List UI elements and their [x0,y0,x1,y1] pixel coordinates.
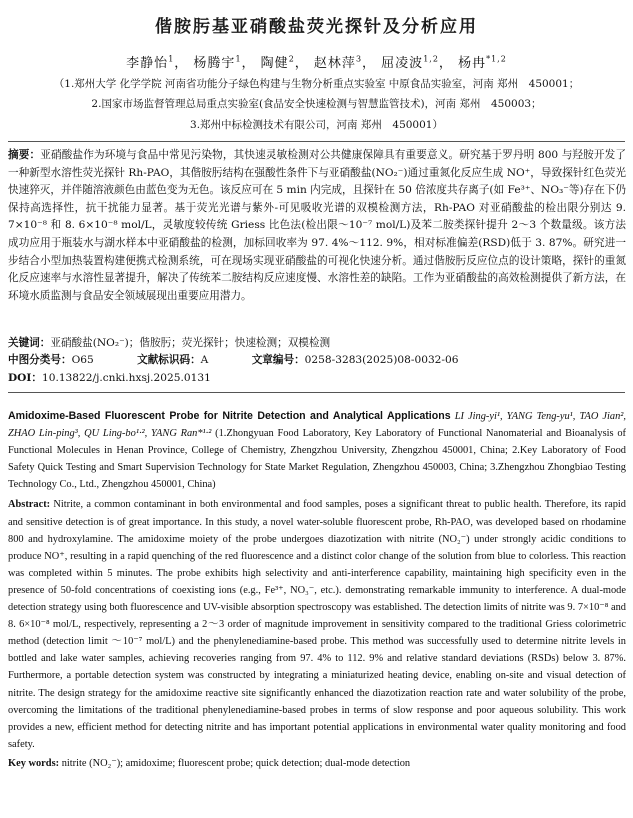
author-name: 李静怡 [126,56,169,71]
abstract-cn-label: 摘要： [8,149,41,161]
author-name: 赵林萍 [313,56,356,71]
affiliation-line: 3.郑州中标检测技术有限公司，河南 郑州 450001） [190,119,443,131]
author-affil-sup: 1,2 [423,54,439,64]
doc-code-label: 文献标识码： [137,354,201,366]
english-abstract [8,496,626,752]
english-keywords [8,755,626,772]
english-keywords-label: Key words: [8,757,60,769]
author-list: 李静怡$^1$， 杨腾宇$^1$， 陶健$^2$， 赵林萍$^3$， 屈凌波$^{1,2}$， 杨冉$^{*1,2}$ [126,54,507,71]
doi-line [8,370,626,385]
article-no-label: 文章编号： [251,354,305,366]
keywords-cn [8,335,626,350]
classification-line [8,352,626,367]
clc-value: O65 [71,354,94,366]
english-section [8,408,626,772]
paper-title: 偕胺肟基亚硝酸盐荧光探针及分析应用 [155,17,478,37]
author-name: 杨腾宇 [193,56,236,71]
english-abstract-text: Nitrite, a common contaminant in both environmental and food samples, poses a significant threat to public health. Therefore, its rapid and sensitive detection is of great importance. In this study, a novel water-soluble fluorescent probe, Rh-PAO, was developed based on rhodamine 800 and hydroxylamine. The amidoxime moiety of the probe undergoes diazotization with nitrite (NO₂⁻) under strongly acidic conditions to produce NO⁺, resulting in a rapid quenching of the red fluorescence and a distinct color change of the solution from blue to colorless. This reaction was completed within 5 minutes. The probe exhibits high selectivity and anti-interference capability, maintaining high specificity even in the presence of 50-fold concentrations of coexisting ions (e.g., Fe³⁺, NO₃⁻, etc.). demonstrating remarkable immunity to interference. A dual-mode detection strategy using both fluorescence and UV-visible absorption spectroscopy was established. The detection limits of nitrite was 9. 7×10⁻⁸ and 8. 6×10⁻⁸ mol/L, respectively, representing a 2～3 order of magnitude improvement in sensitivity compared to the traditional Griess colorimetric method (detection limit ～10⁻⁷ mol/L) and the phenylenediamine-based probe. This method was successfully used to determine nitrite levels in bottled and lake water samples, achieving recoveries ranging from 97. 4% to 112. 9% and relative standard deviations (RSDs) below 3. 87%. Furthermore, a portable detection system was constructed by integrating a miniaturized heating device, enabling on-site and visual detection of nitrite. The design strategy for the amidoxime reactive site significantly enhanced the diazotization reaction rate and water solubility of the probe, overcoming the limitations of the traditional phenylenediamine-based probes in terms of slow response and poor aqueous solubility. This work provides a new, efficient method for detecting nitrite and has important potential applications in environmental water quality monitoring and food safety. [8,499,626,750]
english-affiliation: (1.Zhongyuan Food Laboratory, Key Laboratory of Functional Nanomaterial and Bioanalysis of Functional Molecules in Henan Province, College of Chemistry, Zhengzhou University, Zhengzhou 450001, China; 2.Key Laboratory of Food Safety Quick Testing and Smart Supervision Technology for State Market Regulation, Zhengzhou 450003, China; 3.Zhengzhou Zhongbiao Testing Technology Co., Ltd., Zhengzhou 450001, China) [8,428,626,491]
doi-label: DOI： [8,372,42,384]
keywords-cn-label: 关键词： [8,337,51,349]
author-name: 屈凌波 [381,56,424,71]
article-no-value: 0258-3283(2025)08-0032-06 [304,354,459,366]
author-affil-sup: 1 [235,54,242,64]
abstract-cn [8,147,626,305]
english-abstract-label: Abstract: [8,499,51,511]
clc-label: 中图分类号： [8,354,72,366]
english-header [8,408,626,493]
doc-code-value: A [200,354,209,366]
author-affil-sup: *1,2 [486,54,507,64]
affiliation-line: （1.郑州大学 化学学院 河南省功能分子绿色构建与生物分析重点实验室 中原食品实验室，河南 郑州 450001； [53,78,580,90]
divider [8,392,625,393]
keywords-cn-text: 亚硝酸盐(NO₂⁻)；偕胺肟；荧光探针；快速检测；双模检测 [50,337,331,349]
author-affil-sup: 1 [168,54,175,64]
divider [8,141,625,142]
author-name: 陶健 [260,56,289,71]
abstract-cn-text: 亚硝酸盐作为环境与食品中常见污染物，其快速灵敏检测对公共健康保障具有重要意义。研究基于罗丹明 800 与羟胺开发了一种新型水溶性荧光探针 Rh-PAO，其偕胺肟结构在强酸性条件下与亚硝酸盐(NO₂⁻)通过重氮化反应生成 NO⁺，导致探针红色荧光快速猝灭，并伴随溶液颜色由蓝色变为无色。该反应可在 5 min 内完成，且探针在 50 倍浓度共存离子(如 Fe³⁺、NO₃⁻等)存在下仍保持高选择性，抗干扰能力显著。基于荧光光谱与紫外-可见吸收光谱的双模检测方法，Rh-PAO 对亚硝酸盐的检出限分别达 9. 7×10⁻⁸ 和 8. 6×10⁻⁸ mol/L，灵敏度较传统 Griess 比色法(检出限～10⁻⁷ mol/L)及苯二胺类探针提升 2～3 个数量级。该方法成功应用于瓶装水与湖水样本中亚硝酸盐的检测，加标回收率为 97. 4%～112. 9%，相对标准偏差(RSD)低于 3. 87%。研究进一步结合小型加热装置构建便携式检测系统，可在现场实现亚硝酸盐的可视化快速分析。通过偕胺肟反应位点的设计策略，探针的重氮化反应速率与水溶性显著提升，解决了传统苯二胺结构反应速度慢、水溶性差的缺陷。工作为亚硝酸盐的高效检测提供了新方法，在环境水质监测与食品安全领域展现出重要应用潜力。 [8,149,627,302]
english-title: Amidoxime-Based Fluorescent Probe for Nitrite Detection and Analytical Applications [8,410,451,422]
doi-value: 10.13822/j.cnki.hxsj.2025.0131 [41,372,211,384]
author-affil-sup: 3 [355,54,363,64]
author-name: 杨冉 [458,56,487,71]
english-authors: LI Jing-yi¹, YANG Teng-yu¹, TAO Jian², ZHAO Lin-ping³, QU Ling-bo¹·², YANG Ran*¹·² [8,411,627,440]
affiliation-line: 2.国家市场监督管理总局重点实验室(食品安全快速检测与智慧监管技术)，河南 郑州 450003； [91,98,542,110]
author-affil-sup: 2 [288,54,295,64]
english-keywords-text: nitrite (NO₂⁻); amidoxime; fluorescent probe; quick detection; dual-mode detection [61,757,411,769]
